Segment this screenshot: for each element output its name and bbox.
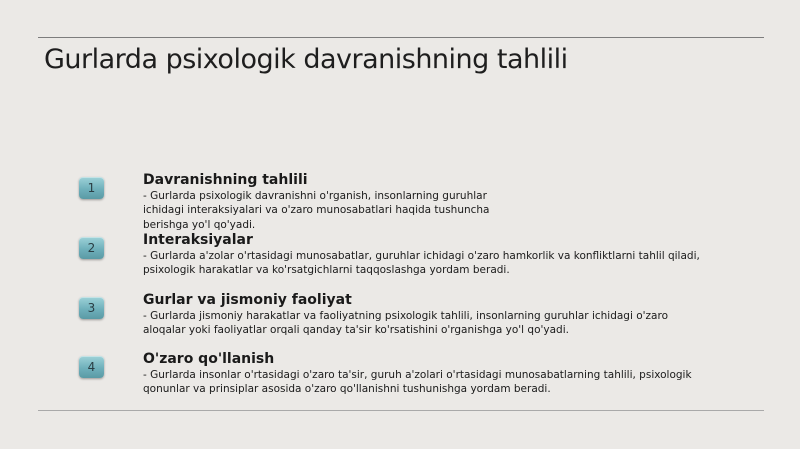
bottom-divider: [38, 410, 764, 411]
slide-title: Gurlarda psixologik davranishning tahlili: [44, 44, 568, 75]
item-heading: O'zaro qo'llanish: [143, 351, 275, 367]
number-badge: 1: [79, 177, 104, 199]
top-divider: [38, 37, 764, 38]
number-badge: 4: [79, 356, 104, 378]
number-badge: 2: [79, 237, 104, 259]
item-description: - Gurlarda a'zolar o'rtasidagi munosabatlar, guruhlar ichidagi o'zaro hamkorlik va konfliktlarni tahlil qiladi, psixologik harakatlar va ko'rsatgichlarni taqqoslashga yordam beradi.: [143, 250, 700, 277]
item-heading: Gurlar va jismoniy faoliyat: [143, 292, 352, 308]
item-description: - Gurlarda psixologik davranishni o'rganish, insonlarning guruhlar ichidagi interaksiyalari va o'zaro munosabatlari haqida tushuncha berishga yo'l qo'yadi.: [143, 190, 490, 231]
number-badge: 3: [79, 297, 104, 319]
item-heading: Davranishning tahlili: [143, 172, 308, 188]
item-description: - Gurlarda insonlar o'rtasidagi o'zaro ta'sir, guruh a'zolari o'rtasidagi munosabatlarning tahlili, psixologik qonunlar va prinsiplar asosida o'zaro qo'llanishni tushunishga yordam beradi.: [143, 369, 692, 396]
item-description: - Gurlarda jismoniy harakatlar va faoliyatning psixologik tahlili, insonlarning guruhlar ichidagi o'zaro aloqalar yoki faoliyatlar orqali qanday ta'sir ko'rsatishini o'rganishga yo'l qo'yadi.: [143, 310, 668, 337]
item-heading: Interaksiyalar: [143, 232, 253, 248]
